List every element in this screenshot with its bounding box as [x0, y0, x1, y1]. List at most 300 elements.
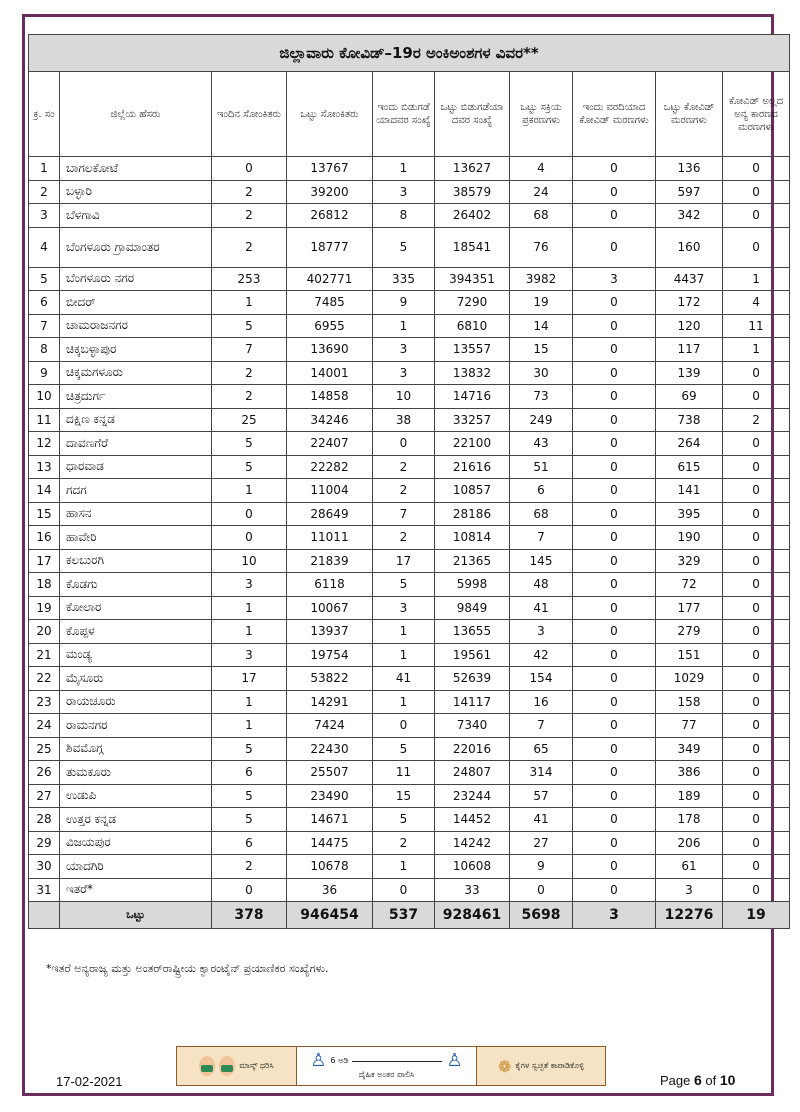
value-cell: 5 — [373, 573, 435, 597]
value-cell: 0 — [723, 549, 790, 573]
table-row — [29, 737, 790, 761]
value-cell: 1 — [212, 291, 287, 315]
district-name-cell: ಕೊಡಗು — [60, 573, 212, 597]
table-row — [29, 408, 790, 432]
value-cell: 2 — [723, 408, 790, 432]
serial-cell: 27 — [29, 784, 60, 808]
value-cell: 0 — [573, 227, 656, 267]
value-cell: 1 — [373, 157, 435, 181]
table-row — [29, 831, 790, 855]
value-cell: 177 — [656, 596, 723, 620]
value-cell: 0 — [510, 878, 573, 902]
value-cell: 38579 — [435, 180, 510, 204]
value-cell: 0 — [373, 878, 435, 902]
value-cell: 2 — [373, 526, 435, 550]
district-name-cell: ಬೀದರ್ — [60, 291, 212, 315]
value-cell: 36 — [287, 878, 373, 902]
value-cell: 34246 — [287, 408, 373, 432]
value-cell: 1 — [373, 314, 435, 338]
value-cell: 69 — [656, 385, 723, 409]
value-cell: 2 — [212, 180, 287, 204]
header-sl: ಕ್ರ. ಸಂ — [29, 72, 60, 157]
serial-cell: 9 — [29, 361, 60, 385]
value-cell: 2 — [373, 831, 435, 855]
value-cell: 0 — [573, 831, 656, 855]
value-cell: 0 — [573, 573, 656, 597]
value-cell: 6 — [212, 831, 287, 855]
value-cell: 7340 — [435, 714, 510, 738]
hand-wash-text: ಕೈಗಳ ಸ್ವಚ್ಛತೆ ಕಾಪಾಡಿಕೊಳ್ಳಿ — [515, 1061, 585, 1070]
value-cell: 3 — [373, 361, 435, 385]
value-cell: 3 — [212, 643, 287, 667]
value-cell: 76 — [510, 227, 573, 267]
value-cell: 0 — [573, 667, 656, 691]
serial-cell: 24 — [29, 714, 60, 738]
value-cell: 65 — [510, 737, 573, 761]
value-cell: 21365 — [435, 549, 510, 573]
value-cell: 73 — [510, 385, 573, 409]
value-cell: 0 — [573, 291, 656, 315]
value-cell: 7 — [212, 338, 287, 362]
total-cell: 378 — [212, 902, 287, 929]
value-cell: 0 — [573, 596, 656, 620]
value-cell: 17 — [212, 667, 287, 691]
value-cell: 342 — [656, 204, 723, 228]
value-cell: 14475 — [287, 831, 373, 855]
total-cell: 12276 — [656, 902, 723, 929]
hand-wash-icon: ❁ — [497, 1056, 512, 1076]
value-cell: 314 — [510, 761, 573, 785]
value-cell: 3 — [373, 180, 435, 204]
value-cell: 39200 — [287, 180, 373, 204]
value-cell: 0 — [573, 432, 656, 456]
value-cell: 3 — [656, 878, 723, 902]
value-cell: 0 — [573, 878, 656, 902]
header-total-discharged: ಒಟ್ಟು ಬಿಡುಗಡೆಯಾ ದವರ ಸಂಖ್ಯೆ — [435, 72, 510, 157]
value-cell: 5 — [212, 808, 287, 832]
district-name-cell: ಚಿಕ್ಕಬಳ್ಳಾಪುರ — [60, 338, 212, 362]
value-cell: 14452 — [435, 808, 510, 832]
value-cell: 16 — [510, 690, 573, 714]
district-name-cell: ರಾಮನಗರ — [60, 714, 212, 738]
total-cell: 3 — [573, 902, 656, 929]
value-cell: 6955 — [287, 314, 373, 338]
value-cell: 22282 — [287, 455, 373, 479]
value-cell: 3 — [510, 620, 573, 644]
value-cell: 0 — [723, 620, 790, 644]
value-cell: 30 — [510, 361, 573, 385]
value-cell: 26402 — [435, 204, 510, 228]
table-row — [29, 526, 790, 550]
value-cell: 14291 — [287, 690, 373, 714]
value-cell: 28649 — [287, 502, 373, 526]
value-cell: 0 — [573, 455, 656, 479]
masked-face-icon — [199, 1056, 215, 1076]
table-row — [29, 455, 790, 479]
value-cell: 0 — [573, 157, 656, 181]
value-cell: 11 — [723, 314, 790, 338]
value-cell: 5 — [212, 737, 287, 761]
value-cell: 23490 — [287, 784, 373, 808]
serial-cell: 2 — [29, 180, 60, 204]
value-cell: 3 — [573, 267, 656, 291]
distance-arrow-icon — [352, 1061, 442, 1062]
value-cell: 0 — [573, 526, 656, 550]
header-total-deaths: ಒಟ್ಟು ಕೋವಿಡ್ ಮರಣಗಳು — [656, 72, 723, 157]
value-cell: 68 — [510, 502, 573, 526]
value-cell: 28186 — [435, 502, 510, 526]
district-name-cell: ಕೋಲಾರ — [60, 596, 212, 620]
value-cell: 19754 — [287, 643, 373, 667]
value-cell: 8 — [373, 204, 435, 228]
district-name-cell: ಉತ್ತರ ಕನ್ನಡ — [60, 808, 212, 832]
table-row — [29, 808, 790, 832]
header-today-discharged: ಇಂದು ಬಿಡುಗಡೆ ಯಾದವರ ಸಂಖ್ಯೆ — [373, 72, 435, 157]
value-cell: 0 — [573, 479, 656, 503]
value-cell: 0 — [723, 878, 790, 902]
table-row — [29, 690, 790, 714]
value-cell: 22100 — [435, 432, 510, 456]
value-cell: 18541 — [435, 227, 510, 267]
value-cell: 615 — [656, 455, 723, 479]
value-cell: 0 — [212, 157, 287, 181]
header-today-deaths: ಇಂದು ವರದಿಯಾದ ಕೋವಿಡ್ ಮರಣಗಳು — [573, 72, 656, 157]
value-cell: 25507 — [287, 761, 373, 785]
value-cell: 11004 — [287, 479, 373, 503]
value-cell: 51 — [510, 455, 573, 479]
value-cell: 5 — [212, 455, 287, 479]
value-cell: 57 — [510, 784, 573, 808]
serial-cell: 29 — [29, 831, 60, 855]
value-cell: 5998 — [435, 573, 510, 597]
value-cell: 0 — [573, 855, 656, 879]
district-name-cell: ಮೈಸೂರು — [60, 667, 212, 691]
value-cell: 10 — [212, 549, 287, 573]
value-cell: 14858 — [287, 385, 373, 409]
value-cell: 0 — [723, 667, 790, 691]
value-cell: 53822 — [287, 667, 373, 691]
serial-cell: 25 — [29, 737, 60, 761]
district-name-cell: ಮಂಡ್ಯ — [60, 643, 212, 667]
safety-banner — [176, 1046, 606, 1086]
value-cell: 0 — [723, 784, 790, 808]
value-cell: 0 — [723, 808, 790, 832]
value-cell: 13557 — [435, 338, 510, 362]
total-cell: 5698 — [510, 902, 573, 929]
value-cell: 0 — [573, 361, 656, 385]
value-cell: 0 — [573, 784, 656, 808]
value-cell: 0 — [723, 455, 790, 479]
value-cell: 120 — [656, 314, 723, 338]
value-cell: 0 — [573, 620, 656, 644]
district-name-cell: ದಾವಣಗೆರೆ — [60, 432, 212, 456]
distance-caption: ದೈಹಿಕ ಅಂತರ ಪಾಲಿಸಿ — [358, 1070, 415, 1079]
value-cell: 33 — [435, 878, 510, 902]
value-cell: 2 — [373, 455, 435, 479]
table-row — [29, 291, 790, 315]
serial-cell: 21 — [29, 643, 60, 667]
value-cell: 0 — [573, 314, 656, 338]
value-cell: 7 — [510, 714, 573, 738]
serial-cell: 4 — [29, 227, 60, 267]
header-total-positive: ಒಟ್ಟು ಸೋಂಕಿತರು — [287, 72, 373, 157]
value-cell: 10608 — [435, 855, 510, 879]
district-name-cell: ಬಳ್ಳಾರಿ — [60, 180, 212, 204]
table-row — [29, 385, 790, 409]
value-cell: 23244 — [435, 784, 510, 808]
value-cell: 43 — [510, 432, 573, 456]
value-cell: 19561 — [435, 643, 510, 667]
value-cell: 2 — [212, 204, 287, 228]
table-row — [29, 667, 790, 691]
value-cell: 1 — [212, 596, 287, 620]
value-cell: 0 — [573, 761, 656, 785]
value-cell: 253 — [212, 267, 287, 291]
value-cell: 24807 — [435, 761, 510, 785]
value-cell: 206 — [656, 831, 723, 855]
value-cell: 15 — [373, 784, 435, 808]
mask-text: ಮಾಸ್ಕ್ ಧರಿಸಿ — [239, 1061, 274, 1070]
value-cell: 0 — [723, 479, 790, 503]
value-cell: 7290 — [435, 291, 510, 315]
value-cell: 2 — [212, 385, 287, 409]
value-cell: 26812 — [287, 204, 373, 228]
value-cell: 2 — [212, 227, 287, 267]
table-row — [29, 227, 790, 267]
value-cell: 386 — [656, 761, 723, 785]
total-label: ಒಟ್ಟು — [60, 902, 212, 929]
serial-cell: 18 — [29, 573, 60, 597]
value-cell: 190 — [656, 526, 723, 550]
value-cell: 25 — [212, 408, 287, 432]
table-row — [29, 361, 790, 385]
value-cell: 0 — [573, 204, 656, 228]
value-cell: 0 — [573, 549, 656, 573]
value-cell: 1 — [373, 643, 435, 667]
value-cell: 41 — [373, 667, 435, 691]
district-name-cell: ದಕ್ಷಿಣ ಕನ್ನಡ — [60, 408, 212, 432]
value-cell: 394351 — [435, 267, 510, 291]
value-cell: 0 — [723, 502, 790, 526]
value-cell: 1 — [212, 690, 287, 714]
value-cell: 597 — [656, 180, 723, 204]
serial-cell: 20 — [29, 620, 60, 644]
value-cell: 0 — [573, 643, 656, 667]
value-cell: 13937 — [287, 620, 373, 644]
value-cell: 2 — [212, 855, 287, 879]
value-cell: 0 — [212, 526, 287, 550]
report-date: 17-02-2021 — [56, 1074, 123, 1089]
serial-cell: 22 — [29, 667, 60, 691]
value-cell: 24 — [510, 180, 573, 204]
district-name-cell: ಇತರೆ* — [60, 878, 212, 902]
table-row — [29, 878, 790, 902]
serial-cell: 8 — [29, 338, 60, 362]
value-cell: 1 — [373, 690, 435, 714]
district-name-cell: ಬಾಗಲಕೋಟೆ — [60, 157, 212, 181]
district-name-cell: ಕೊಪ್ಪಳ — [60, 620, 212, 644]
serial-cell: 15 — [29, 502, 60, 526]
value-cell: 0 — [723, 157, 790, 181]
header-district: ಜಿಲ್ಲೆಯ ಹೆಸರು — [60, 72, 212, 157]
value-cell: 13655 — [435, 620, 510, 644]
value-cell: 7 — [373, 502, 435, 526]
table-row — [29, 479, 790, 503]
value-cell: 5 — [212, 784, 287, 808]
value-cell: 738 — [656, 408, 723, 432]
table-row — [29, 761, 790, 785]
serial-cell: 10 — [29, 385, 60, 409]
table-row — [29, 314, 790, 338]
value-cell: 10 — [373, 385, 435, 409]
value-cell: 0 — [723, 737, 790, 761]
district-covid-table — [28, 34, 790, 929]
district-name-cell: ಗದಗ — [60, 479, 212, 503]
value-cell: 0 — [573, 338, 656, 362]
serial-cell: 11 — [29, 408, 60, 432]
value-cell: 0 — [573, 808, 656, 832]
serial-cell: 28 — [29, 808, 60, 832]
person-icon: ♙ — [310, 1050, 327, 1071]
serial-cell: 13 — [29, 455, 60, 479]
value-cell: 178 — [656, 808, 723, 832]
value-cell: 0 — [212, 878, 287, 902]
value-cell: 117 — [656, 338, 723, 362]
value-cell: 9849 — [435, 596, 510, 620]
serial-cell: 5 — [29, 267, 60, 291]
value-cell: 18777 — [287, 227, 373, 267]
value-cell: 22016 — [435, 737, 510, 761]
header-active: ಒಟ್ಟು ಸಕ್ರಿಯ ಪ್ರಕರಣಗಳು — [510, 72, 573, 157]
value-cell: 27 — [510, 831, 573, 855]
value-cell: 349 — [656, 737, 723, 761]
value-cell: 158 — [656, 690, 723, 714]
district-name-cell: ವಿಜಯಪುರ — [60, 831, 212, 855]
district-name-cell: ಧಾರವಾಡ — [60, 455, 212, 479]
value-cell: 5 — [212, 432, 287, 456]
value-cell: 5 — [373, 227, 435, 267]
serial-cell: 30 — [29, 855, 60, 879]
value-cell: 145 — [510, 549, 573, 573]
value-cell: 6 — [212, 761, 287, 785]
value-cell: 4 — [510, 157, 573, 181]
page-of: of — [705, 1073, 717, 1088]
district-name-cell: ಹಾವೇರಿ — [60, 526, 212, 550]
table-row — [29, 502, 790, 526]
value-cell: 402771 — [287, 267, 373, 291]
district-name-cell: ಉಡುಪಿ — [60, 784, 212, 808]
value-cell: 172 — [656, 291, 723, 315]
value-cell: 3982 — [510, 267, 573, 291]
value-cell: 68 — [510, 204, 573, 228]
value-cell: 5 — [373, 737, 435, 761]
value-cell: 0 — [723, 596, 790, 620]
value-cell: 0 — [573, 714, 656, 738]
value-cell: 0 — [373, 714, 435, 738]
value-cell: 335 — [373, 267, 435, 291]
value-cell: 0 — [573, 502, 656, 526]
serial-cell: 16 — [29, 526, 60, 550]
value-cell: 14242 — [435, 831, 510, 855]
value-cell: 1 — [723, 338, 790, 362]
header-today-positive: ಇಂದಿನ ಸೋಂಕಿತರು — [212, 72, 287, 157]
value-cell: 1 — [212, 714, 287, 738]
value-cell: 1 — [212, 479, 287, 503]
district-name-cell: ಚಿತ್ರದುರ್ಗ — [60, 385, 212, 409]
value-cell: 19 — [510, 291, 573, 315]
value-cell: 160 — [656, 227, 723, 267]
value-cell: 0 — [723, 227, 790, 267]
value-cell: 0 — [723, 761, 790, 785]
value-cell: 14 — [510, 314, 573, 338]
value-cell: 14117 — [435, 690, 510, 714]
page-prefix: Page — [660, 1073, 691, 1088]
table-row — [29, 784, 790, 808]
value-cell: 4437 — [656, 267, 723, 291]
value-cell: 0 — [573, 737, 656, 761]
serial-cell: 26 — [29, 761, 60, 785]
district-name-cell: ಯಾದಗಿರಿ — [60, 855, 212, 879]
value-cell: 21616 — [435, 455, 510, 479]
value-cell: 0 — [723, 204, 790, 228]
table-row — [29, 643, 790, 667]
table-row — [29, 620, 790, 644]
table-title: ಜಿಲ್ಲಾವಾರು ಕೋವಿಡ್–19ರ ಅಂಕಿಅಂಶಗಳ ವಿವರ** — [29, 35, 790, 72]
value-cell: 1029 — [656, 667, 723, 691]
value-cell: 13767 — [287, 157, 373, 181]
value-cell: 395 — [656, 502, 723, 526]
value-cell: 10067 — [287, 596, 373, 620]
value-cell: 9 — [510, 855, 573, 879]
value-cell: 0 — [723, 432, 790, 456]
serial-cell: 12 — [29, 432, 60, 456]
value-cell: 42 — [510, 643, 573, 667]
value-cell: 139 — [656, 361, 723, 385]
footnote: *ಇತರೆ ಅನ್ಯರಾಜ್ಯ ಮತ್ತು ಅಂತರ್‌ರಾಷ್ಟ್ರೀಯ ಕ್ವಾರಂಟೈನ್ ಪ್ರಯಾಣಿಕರ ಸಂಖ್ಯೆಗಳು. — [46, 962, 329, 975]
value-cell: 10857 — [435, 479, 510, 503]
value-cell: 0 — [573, 385, 656, 409]
table-row — [29, 204, 790, 228]
value-cell: 0 — [573, 408, 656, 432]
value-cell: 0 — [723, 831, 790, 855]
total-cell: 537 — [373, 902, 435, 929]
district-name-cell: ಬೆಂಗಳೂರು ಗ್ರಾಮಾಂತರ — [60, 227, 212, 267]
value-cell: 154 — [510, 667, 573, 691]
value-cell: 1 — [212, 620, 287, 644]
serial-cell: 23 — [29, 690, 60, 714]
value-cell: 72 — [656, 573, 723, 597]
value-cell: 11011 — [287, 526, 373, 550]
value-cell: 13627 — [435, 157, 510, 181]
district-name-cell: ತುಮಕೂರು — [60, 761, 212, 785]
value-cell: 17 — [373, 549, 435, 573]
value-cell: 151 — [656, 643, 723, 667]
value-cell: 10678 — [287, 855, 373, 879]
value-cell: 13832 — [435, 361, 510, 385]
value-cell: 1 — [723, 267, 790, 291]
value-cell: 11 — [373, 761, 435, 785]
value-cell: 0 — [723, 180, 790, 204]
total-cell: 19 — [723, 902, 790, 929]
value-cell: 7 — [510, 526, 573, 550]
table-row — [29, 549, 790, 573]
value-cell: 61 — [656, 855, 723, 879]
district-name-cell: ಶಿವಮೊಗ್ಗ — [60, 737, 212, 761]
value-cell: 0 — [723, 643, 790, 667]
value-cell: 141 — [656, 479, 723, 503]
district-name-cell: ರಾಯಚೂರು — [60, 690, 212, 714]
value-cell: 4 — [723, 291, 790, 315]
